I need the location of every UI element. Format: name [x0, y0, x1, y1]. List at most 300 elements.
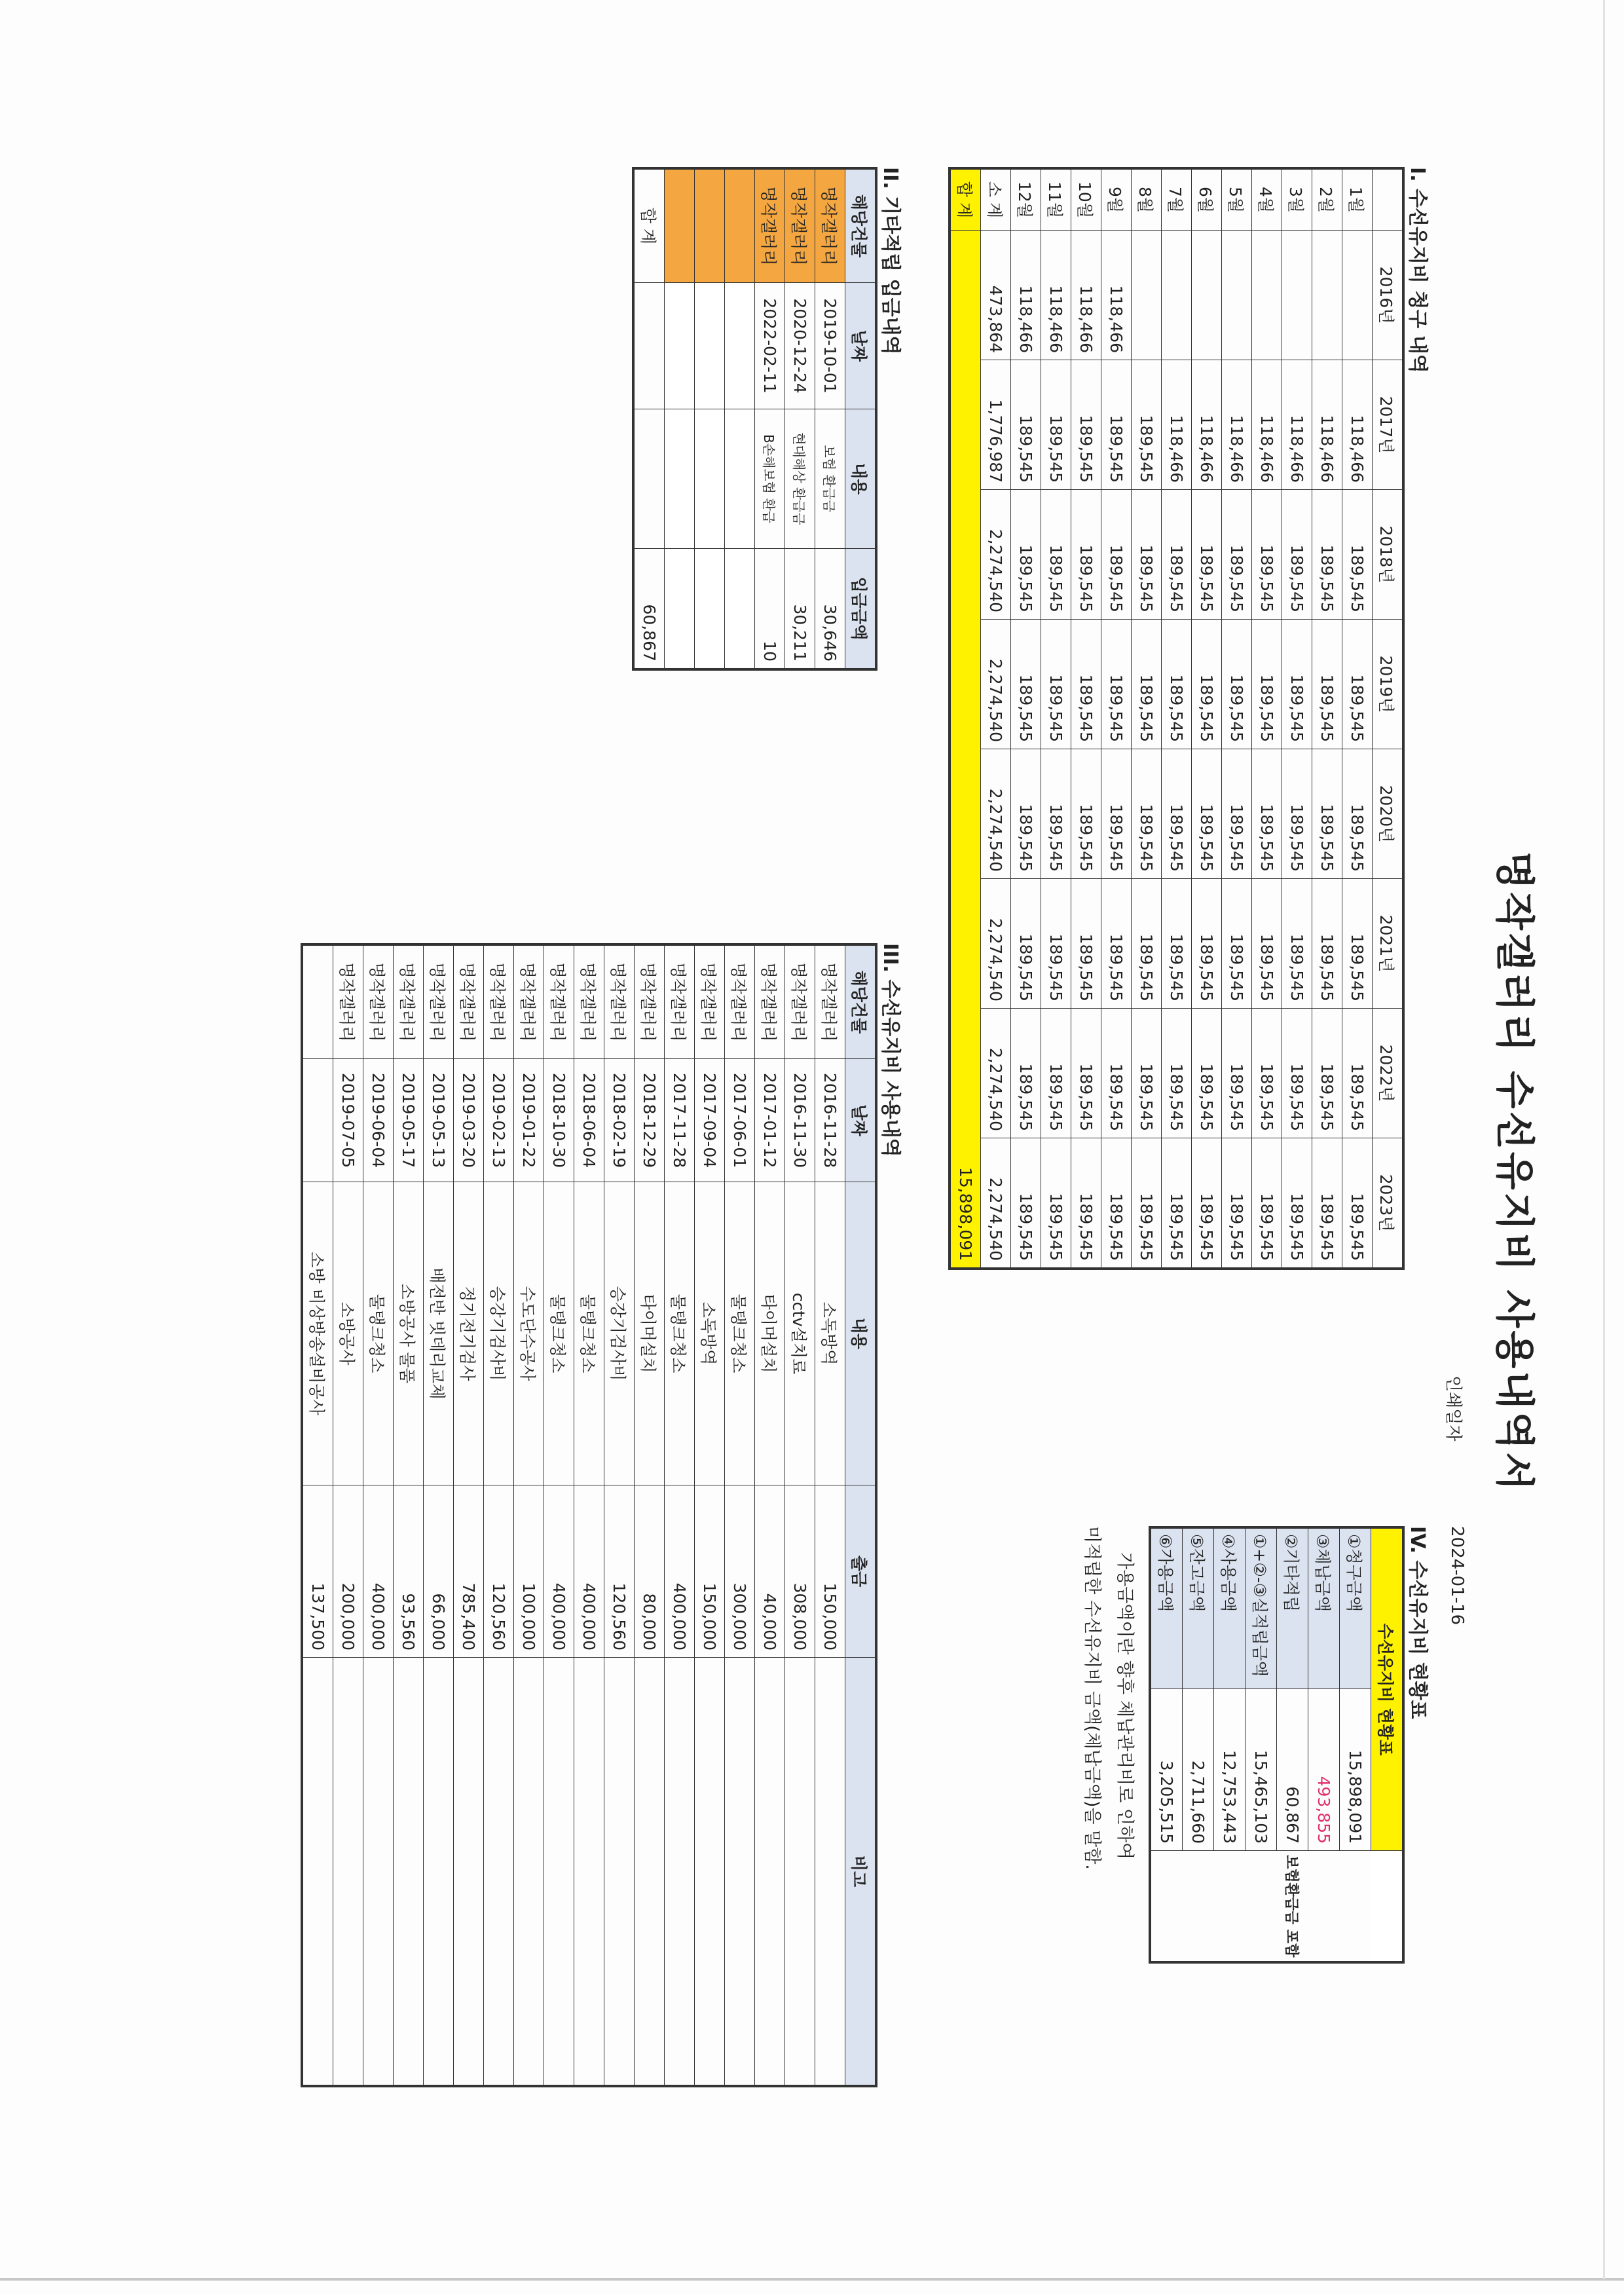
amount-cell: 300,000 — [725, 1485, 755, 1658]
content-cell: 승강기검사비 — [604, 1182, 635, 1485]
amount-cell: 30,646 — [815, 549, 845, 670]
status-row — [1183, 1527, 1214, 1962]
deposit-row — [755, 168, 785, 669]
amount-cell: 189,545 — [1312, 879, 1342, 1009]
scan-edge-right — [1603, 0, 1605, 2279]
subtotal-cell: 2,274,540 — [981, 1138, 1011, 1269]
amount-cell: 189,545 — [1132, 490, 1162, 620]
note-cell — [363, 1658, 394, 2087]
amount-cell: 100,000 — [514, 1485, 544, 1658]
section3-heading: III. 수선유지비 사용내역 — [879, 943, 902, 1157]
amount-cell: 189,545 — [1132, 749, 1162, 879]
content-cell: 소방공사 물품 — [394, 1182, 424, 1485]
status-value: 12,753,443 — [1214, 1689, 1246, 1851]
amount-cell: 93,560 — [394, 1485, 424, 1658]
building-cell: 명작갤러리 — [544, 944, 574, 1059]
amount-cell: 189,545 — [1041, 1009, 1071, 1138]
content-cell: 승강기검사비 — [484, 1182, 514, 1485]
date-cell: 2019-05-13 — [424, 1059, 454, 1182]
amount-cell: 120,560 — [484, 1485, 514, 1658]
billing-row — [1342, 168, 1373, 1269]
deposit-header-content: 내용 — [845, 409, 877, 549]
month-cell: 2월 — [1312, 168, 1342, 231]
section4-heading: IV. 수선유지비 현황표 — [1406, 1526, 1429, 1719]
amount-cell: 189,545 — [1282, 1009, 1312, 1138]
expense-row — [815, 944, 845, 2086]
status-label: ①청구금액 — [1340, 1527, 1371, 1689]
month-cell: 10월 — [1071, 168, 1101, 231]
amount-cell: 189,545 — [1101, 620, 1132, 749]
content-cell: 타이머설치 — [755, 1182, 785, 1485]
amount-cell: 118,466 — [1162, 360, 1192, 490]
status-value: 493,855 — [1308, 1689, 1340, 1851]
content-cell: B손해보험 환급 — [755, 409, 785, 549]
deposit-total-value: 60,867 — [633, 549, 665, 670]
status-header-row — [1371, 1527, 1404, 1962]
content-cell: 물탱크청소 — [725, 1182, 755, 1485]
amount-cell: 189,545 — [1192, 620, 1222, 749]
amount-cell: 120,560 — [604, 1485, 635, 1658]
date-cell: 2019-03-20 — [454, 1059, 484, 1182]
expense-body — [302, 944, 845, 2086]
billing-row — [1132, 168, 1162, 1269]
content-cell: 배전반 빗데리교체 — [424, 1182, 454, 1485]
status-header: 수선유지비 현황표 — [1371, 1527, 1404, 1851]
building-cell: 명작갤러리 — [574, 944, 604, 1059]
amount-cell: 40,000 — [755, 1485, 785, 1658]
amount-cell: 189,545 — [1162, 1009, 1192, 1138]
deposit-body — [755, 168, 845, 669]
amount-cell — [1162, 231, 1192, 360]
status-row — [1308, 1527, 1340, 1962]
year-header: 2020년 — [1373, 749, 1404, 879]
amount-cell: 118,466 — [1101, 231, 1132, 360]
amount-cell: 189,545 — [1222, 1009, 1252, 1138]
amount-cell: 189,545 — [1011, 1009, 1041, 1138]
month-cell: 4월 — [1252, 168, 1282, 231]
amount-cell: 189,545 — [1041, 1138, 1071, 1269]
amount-cell: 189,545 — [1342, 1009, 1373, 1138]
deposit-header-building: 해당건물 — [845, 168, 877, 283]
deposit-row — [785, 168, 815, 669]
content-cell: cctv설치료 — [785, 1182, 815, 1485]
amount-cell: 118,466 — [1282, 360, 1312, 490]
content-cell: 물탱크청소 — [665, 1182, 695, 1485]
amount-cell: 189,545 — [1162, 490, 1192, 620]
status-value: 15,898,091 — [1340, 1689, 1371, 1851]
amount-cell: 118,466 — [1252, 360, 1282, 490]
section1-heading: I. 수선유지비 청구 내역 — [1406, 167, 1429, 373]
empty-cell — [695, 283, 725, 409]
amount-cell: 189,545 — [1222, 620, 1252, 749]
status-note — [1183, 1851, 1214, 1963]
amount-cell: 189,545 — [1222, 879, 1252, 1009]
print-date: 2024-01-16 — [1447, 1526, 1467, 1626]
note-cell — [424, 1658, 454, 2087]
grand-total-value: 15,898,091 — [950, 231, 981, 1269]
amount-cell: 189,545 — [1071, 620, 1101, 749]
billing-row — [1312, 168, 1342, 1269]
amount-cell: 66,000 — [424, 1485, 454, 1658]
expense-row — [394, 944, 424, 2086]
building-cell: 명작갤러리 — [815, 944, 845, 1059]
month-cell: 11월 — [1041, 168, 1071, 231]
amount-cell — [1222, 231, 1252, 360]
status-value: 2,711,660 — [1183, 1689, 1214, 1851]
section2-heading: II. 기타적립 입금내역 — [879, 167, 902, 355]
content-cell: 물탱크청소 — [574, 1182, 604, 1485]
amount-cell: 10 — [755, 549, 785, 670]
amount-cell: 118,466 — [1312, 360, 1342, 490]
amount-cell: 189,545 — [1312, 490, 1342, 620]
document-title: 명작갤러리 수선유지비 사용내역서 — [1491, 851, 1537, 1493]
date-cell: 2017-01-12 — [755, 1059, 785, 1182]
subtotal-cell: 2,274,540 — [981, 490, 1011, 620]
building-cell: 명작갤러리 — [394, 944, 424, 1059]
subtotal-cell: 2,274,540 — [981, 749, 1011, 879]
content-cell: 소방 비상방송설비공사 — [302, 1182, 333, 1485]
amount-cell: 189,545 — [1192, 879, 1222, 1009]
month-cell: 7월 — [1162, 168, 1192, 231]
building-cell: 명작갤러리 — [333, 944, 363, 1059]
expense-row — [333, 944, 363, 2086]
billing-table — [948, 167, 1405, 1270]
amount-cell — [1192, 231, 1222, 360]
expense-row — [635, 944, 665, 2086]
note-cell — [514, 1658, 544, 2087]
content-cell: 정기전기검사 — [454, 1182, 484, 1485]
amount-cell — [1312, 231, 1342, 360]
expense-row — [454, 944, 484, 2086]
empty-cell — [725, 283, 755, 409]
building-cell: 명작갤러리 — [635, 944, 665, 1059]
subtotal-cell: 2,274,540 — [981, 1009, 1011, 1138]
amount-cell: 189,545 — [1071, 360, 1101, 490]
content-cell: 소독방역 — [815, 1182, 845, 1485]
note-cell — [635, 1658, 665, 2087]
building-cell: 명작갤러리 — [484, 944, 514, 1059]
amount-cell: 150,000 — [815, 1485, 845, 1658]
subtotal-cell: 2,274,540 — [981, 879, 1011, 1009]
status-row — [1277, 1527, 1308, 1962]
amount-cell: 189,545 — [1011, 360, 1041, 490]
year-header: 2021년 — [1373, 879, 1404, 1009]
status-label: ②기타적립 — [1277, 1527, 1308, 1689]
amount-cell: 189,545 — [1041, 749, 1071, 879]
subtotal-cell: 2,274,540 — [981, 620, 1011, 749]
date-cell: 2018-02-19 — [604, 1059, 635, 1182]
empty-cell — [665, 549, 695, 670]
expense-row — [785, 944, 815, 2086]
amount-cell: 189,545 — [1011, 879, 1041, 1009]
date-cell: 2022-02-11 — [755, 283, 785, 409]
status-note — [1246, 1851, 1277, 1963]
amount-cell: 189,545 — [1101, 490, 1132, 620]
amount-cell: 189,545 — [1132, 360, 1162, 490]
year-header: 2019년 — [1373, 620, 1404, 749]
status-note-line2: 미적립한 수선유지비 금액(체납금액)을 말함. — [1082, 1526, 1102, 1870]
amount-cell: 189,545 — [1312, 749, 1342, 879]
building-cell: 명작갤러리 — [424, 944, 454, 1059]
empty-cell — [695, 549, 725, 670]
expense-row — [302, 944, 333, 2086]
amount-cell — [1252, 231, 1282, 360]
amount-cell: 308,000 — [785, 1485, 815, 1658]
note-cell — [785, 1658, 815, 2087]
status-label: ④사용금액 — [1214, 1527, 1246, 1689]
amount-cell: 189,545 — [1011, 749, 1041, 879]
amount-cell: 189,545 — [1252, 879, 1282, 1009]
amount-cell: 400,000 — [665, 1485, 695, 1658]
amount-cell: 189,545 — [1041, 620, 1071, 749]
content-cell: 현대해상 환급금 — [785, 409, 815, 549]
status-value: 15,465,103 — [1246, 1689, 1277, 1851]
building-cell: 명작갤러리 — [665, 944, 695, 1059]
expense-row — [484, 944, 514, 2086]
subtotal-label: 소 계 — [981, 168, 1011, 231]
rotated-sheet — [59, 111, 1565, 2273]
expense-row — [514, 944, 544, 2086]
year-header: 2023년 — [1373, 1138, 1404, 1269]
content-cell: 물탱크청소 — [363, 1182, 394, 1485]
amount-cell: 189,545 — [1101, 879, 1132, 1009]
building-cell — [302, 944, 333, 1059]
month-header-cell — [1373, 168, 1404, 231]
status-value: 60,867 — [1277, 1689, 1308, 1851]
date-cell: 2019-01-22 — [514, 1059, 544, 1182]
billing-row — [1162, 168, 1192, 1269]
expense-row — [424, 944, 454, 2086]
building-cell: 명작갤러리 — [514, 944, 544, 1059]
status-table — [1149, 1526, 1405, 1964]
status-note: 보험환급금 포함 — [1283, 1855, 1299, 1958]
date-cell: 2017-11-28 — [665, 1059, 695, 1182]
amount-cell: 189,545 — [1101, 1009, 1132, 1138]
amount-cell: 189,545 — [1162, 879, 1192, 1009]
amount-cell: 137,500 — [302, 1485, 333, 1658]
empty-cell — [665, 168, 695, 283]
amount-cell: 400,000 — [574, 1485, 604, 1658]
amount-cell — [1132, 231, 1162, 360]
expense-header-building: 해당건물 — [845, 944, 877, 1059]
amount-cell: 80,000 — [635, 1485, 665, 1658]
amount-cell: 189,545 — [1222, 490, 1252, 620]
amount-cell: 189,545 — [1132, 1009, 1162, 1138]
date-cell: 2020-12-24 — [785, 283, 815, 409]
status-note — [1214, 1851, 1246, 1963]
month-cell: 6월 — [1192, 168, 1222, 231]
building-cell: 명작갤러리 — [785, 168, 815, 283]
billing-row — [1071, 168, 1101, 1269]
deposit-total-row — [633, 168, 665, 669]
amount-cell: 189,545 — [1071, 490, 1101, 620]
amount-cell: 189,545 — [1342, 620, 1373, 749]
year-header: 2018년 — [1373, 490, 1404, 620]
amount-cell: 189,545 — [1342, 490, 1373, 620]
amount-cell: 189,545 — [1162, 749, 1192, 879]
amount-cell: 189,545 — [1252, 620, 1282, 749]
amount-cell: 785,400 — [454, 1485, 484, 1658]
content-cell: 보험 환급금 — [815, 409, 845, 549]
expense-row — [665, 944, 695, 2086]
expense-row — [695, 944, 725, 2086]
amount-cell: 189,545 — [1011, 1138, 1041, 1269]
amount-cell: 400,000 — [363, 1485, 394, 1658]
billing-row — [1252, 168, 1282, 1269]
amount-cell: 189,545 — [1071, 879, 1101, 1009]
grand-total-row — [950, 168, 981, 1269]
amount-cell: 118,466 — [1041, 231, 1071, 360]
note-cell — [544, 1658, 574, 2087]
content-cell: 타이머설치 — [635, 1182, 665, 1485]
empty-cell — [665, 409, 695, 549]
building-cell: 명작갤러리 — [363, 944, 394, 1059]
amount-cell: 189,545 — [1222, 749, 1252, 879]
note-cell — [815, 1658, 845, 2087]
amount-cell: 189,545 — [1192, 749, 1222, 879]
deposit-empty-row — [725, 168, 755, 669]
amount-cell: 189,545 — [1282, 879, 1312, 1009]
amount-cell: 118,466 — [1342, 360, 1373, 490]
expense-row — [363, 944, 394, 2086]
amount-cell: 189,545 — [1342, 749, 1373, 879]
empty-cell — [665, 283, 695, 409]
note-cell — [755, 1658, 785, 2087]
date-cell: 2019-05-17 — [394, 1059, 424, 1182]
year-header: 2016년 — [1373, 231, 1404, 360]
amount-cell — [1342, 231, 1373, 360]
content-cell: 소독방역 — [695, 1182, 725, 1485]
billing-row — [1041, 168, 1071, 1269]
content-cell: 물탱크청소 — [544, 1182, 574, 1485]
billing-body — [1011, 168, 1373, 1269]
building-cell: 명작갤러리 — [454, 944, 484, 1059]
status-note — [1150, 1851, 1183, 1963]
building-cell: 명작갤러리 — [725, 944, 755, 1059]
status-label: ⑥가용금액 — [1150, 1527, 1183, 1689]
deposit-header-row — [845, 168, 877, 669]
expense-row — [725, 944, 755, 2086]
status-note — [1308, 1851, 1340, 1963]
amount-cell: 189,545 — [1071, 1138, 1101, 1269]
deposit-empty-row — [665, 168, 695, 669]
status-value: 3,205,515 — [1150, 1689, 1183, 1851]
amount-cell: 189,545 — [1192, 490, 1222, 620]
expense-row — [755, 944, 785, 2086]
amount-cell: 189,545 — [1192, 1009, 1222, 1138]
date-cell: 2018-06-04 — [574, 1059, 604, 1182]
building-cell: 명작갤러리 — [785, 944, 815, 1059]
content-cell: 소방공사 — [333, 1182, 363, 1485]
amount-cell: 189,545 — [1071, 1009, 1101, 1138]
status-note — [1340, 1851, 1371, 1963]
date-cell: 2017-09-04 — [695, 1059, 725, 1182]
amount-cell: 189,545 — [1252, 1009, 1282, 1138]
note-cell — [574, 1658, 604, 2087]
deposit-table — [632, 167, 877, 671]
date-cell: 2019-06-04 — [363, 1059, 394, 1182]
note-cell — [695, 1658, 725, 2087]
amount-cell: 189,545 — [1101, 1138, 1132, 1269]
subtotal-cell: 473,864 — [981, 231, 1011, 360]
amount-cell: 189,545 — [1252, 490, 1282, 620]
month-cell: 1월 — [1342, 168, 1373, 231]
amount-cell: 118,466 — [1071, 231, 1101, 360]
amount-cell: 189,545 — [1252, 749, 1282, 879]
deposit-header-amount: 입금금액 — [845, 549, 877, 670]
expense-header-row — [845, 944, 877, 2086]
deposit-total-label: 합 계 — [633, 168, 665, 283]
scan-edge-bottom — [0, 2278, 1624, 2281]
empty-cell — [633, 409, 665, 549]
amount-cell: 189,545 — [1342, 1138, 1373, 1269]
date-cell: 2017-06-01 — [725, 1059, 755, 1182]
amount-cell: 189,545 — [1162, 620, 1192, 749]
amount-cell: 150,000 — [695, 1485, 725, 1658]
billing-row — [1011, 168, 1041, 1269]
building-cell: 명작갤러리 — [815, 168, 845, 283]
print-date-label: 인쇄일자 — [1443, 1375, 1463, 1442]
amount-cell: 30,211 — [785, 549, 815, 670]
expense-header-date: 날짜 — [845, 1059, 877, 1182]
billing-row — [1101, 168, 1132, 1269]
amount-cell: 400,000 — [544, 1485, 574, 1658]
building-cell: 명작갤러리 — [755, 168, 785, 283]
grand-total-label: 합 계 — [950, 168, 981, 231]
status-label: ⑤잔고금액 — [1183, 1527, 1214, 1689]
amount-cell: 118,466 — [1222, 360, 1252, 490]
note-cell — [484, 1658, 514, 2087]
status-row — [1214, 1527, 1246, 1962]
date-cell: 2019-10-01 — [815, 283, 845, 409]
amount-cell: 189,545 — [1282, 620, 1312, 749]
amount-cell: 118,466 — [1192, 360, 1222, 490]
year-header: 2022년 — [1373, 1009, 1404, 1138]
building-cell: 명작갤러리 — [695, 944, 725, 1059]
amount-cell: 189,545 — [1101, 360, 1132, 490]
date-cell: 2016-11-30 — [785, 1059, 815, 1182]
amount-cell: 200,000 — [333, 1485, 363, 1658]
amount-cell: 189,545 — [1101, 749, 1132, 879]
billing-row — [1282, 168, 1312, 1269]
date-cell: 2018-10-30 — [544, 1059, 574, 1182]
expense-row — [574, 944, 604, 2086]
month-cell: 3월 — [1282, 168, 1312, 231]
amount-cell: 189,545 — [1282, 1138, 1312, 1269]
amount-cell: 189,545 — [1011, 490, 1041, 620]
amount-cell: 189,545 — [1041, 490, 1071, 620]
deposit-empty-row — [695, 168, 725, 669]
billing-row — [1192, 168, 1222, 1269]
month-cell: 5월 — [1222, 168, 1252, 231]
expense-header-amount: 출금 — [845, 1485, 877, 1658]
amount-cell: 189,545 — [1312, 1009, 1342, 1138]
empty-cell — [725, 549, 755, 670]
amount-cell: 189,545 — [1071, 749, 1101, 879]
empty-cell — [695, 168, 725, 283]
date-cell: 2016-11-28 — [815, 1059, 845, 1182]
billing-row — [1222, 168, 1252, 1269]
expense-row — [544, 944, 574, 2086]
empty-cell — [725, 409, 755, 549]
note-cell — [454, 1658, 484, 2087]
status-label: ③체납금액 — [1308, 1527, 1340, 1689]
amount-cell: 189,545 — [1162, 1138, 1192, 1269]
amount-cell: 189,545 — [1011, 620, 1041, 749]
empty-cell — [633, 283, 665, 409]
status-row — [1150, 1527, 1183, 1962]
subtotal-row — [981, 168, 1011, 1269]
